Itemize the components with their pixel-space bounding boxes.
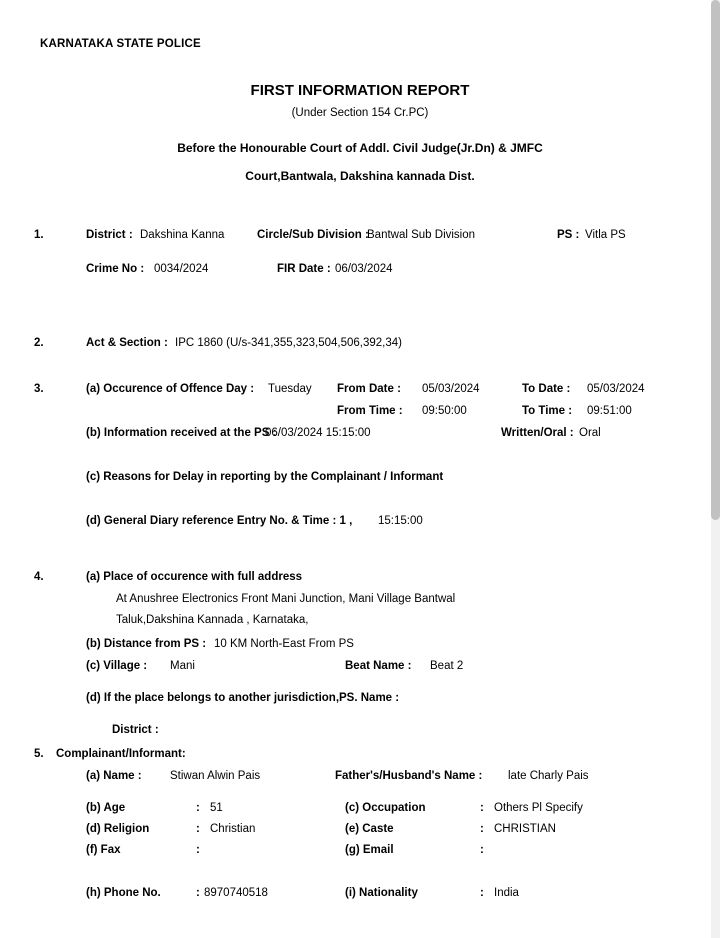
place-of-occurence-line-2: Taluk,Dakshina Kannada , Karnataka, [116, 614, 309, 626]
nationality-label: (i) Nationality [345, 887, 418, 899]
father-husband-name-value: late Charly Pais [508, 770, 589, 782]
spacer-4d [30, 710, 690, 720]
section-2-number: 2. [34, 337, 44, 349]
offence-day-label: (a) Occurence of Offence Day : [86, 383, 255, 395]
document-body [30, 225, 690, 904]
spacer-3b [30, 489, 690, 511]
court-line-2: Court,Bantwala, Dakshina kannada Dist. [245, 169, 475, 183]
age-label: (b) Age [86, 802, 126, 814]
beat-name-value: Beat 2 [430, 660, 464, 672]
occupation-separator: : [480, 802, 484, 814]
to-time-label: To Time : [522, 405, 573, 417]
caste-separator: : [480, 823, 484, 835]
spacer-4b [30, 557, 690, 567]
email-label: (g) Email [345, 844, 394, 856]
caste-label: (e) Caste [345, 823, 394, 835]
ps-label: PS : [557, 229, 580, 241]
phone-label: (h) Phone No. [86, 887, 161, 899]
written-oral-value: Oral [579, 427, 601, 439]
act-section-value: IPC 1860 (U/s-341,355,323,504,506,392,34) [175, 337, 402, 349]
to-date-label: To Date : [522, 383, 571, 395]
complainant-name-value: Stiwan Alwin Pais [170, 770, 261, 782]
section-4 [30, 567, 690, 742]
occupation-value: Others Pl Specify [494, 802, 583, 814]
crime-no-value: 0034/2024 [154, 263, 209, 275]
jurisdiction-district-label: District : [112, 724, 159, 736]
section-3-number: 3. [34, 383, 44, 395]
court-line-1: Before the Honourable Court of Addl. Civil Judge(Jr.Dn) & JMFC [177, 141, 543, 155]
phone-separator: : [196, 887, 200, 899]
nationality-separator: : [480, 887, 484, 899]
section-1 [30, 225, 690, 281]
place-of-occurence-label: (a) Place of occurence with full address [86, 571, 303, 583]
ps-value: Vitla PS [585, 229, 626, 241]
district-label: District : [86, 229, 133, 241]
complainant-title: Complainant/Informant: [56, 748, 186, 760]
from-time-value: 09:50:00 [422, 405, 467, 417]
info-received-label: (b) Information received at the PS : [86, 427, 277, 439]
fax-separator: : [196, 844, 200, 856]
spacer-4c [30, 678, 690, 688]
email-separator: : [480, 844, 484, 856]
section-2 [30, 333, 690, 355]
offence-day-value: Tuesday [268, 383, 312, 395]
to-date-value: 05/03/2024 [587, 383, 645, 395]
religion-label: (d) Religion [86, 823, 150, 835]
section-4-number: 4. [34, 571, 44, 583]
spacer-5b [30, 861, 690, 883]
village-value: Mani [170, 660, 195, 672]
distance-from-ps-value: 10 KM North-East From PS [214, 638, 354, 650]
info-received-value: 06/03/2024 15:15:00 [265, 427, 371, 439]
fir-date-value: 06/03/2024 [335, 263, 393, 275]
section-3 [30, 379, 690, 533]
spacer-3a [30, 445, 690, 467]
father-husband-name-label: Father's/Husband's Name : [335, 770, 483, 782]
to-time-value: 09:51:00 [587, 405, 632, 417]
religion-value: Christian [210, 823, 256, 835]
general-diary-label: (d) General Diary reference Entry No. & Time : 1 , [86, 515, 353, 527]
section-1-number: 1. [34, 229, 44, 241]
religion-separator: : [196, 823, 200, 835]
crime-no-label: Crime No : [86, 263, 145, 275]
age-separator: : [196, 802, 200, 814]
scrollbar-thumb[interactable] [711, 0, 720, 520]
spacer-5a [30, 788, 690, 798]
spacer-4 [30, 535, 690, 557]
section-5-number: 5. [34, 748, 44, 760]
from-time-label: From Time : [337, 405, 403, 417]
section-5 [30, 744, 690, 904]
circle-subdivision-label: Circle/Sub Division : [257, 229, 369, 241]
phone-value: 8970740518 [204, 887, 268, 899]
spacer-1 [30, 283, 690, 323]
spacer-2 [30, 357, 690, 379]
caste-value: CHRISTIAN [494, 823, 556, 835]
delay-reason-label: (c) Reasons for Delay in reporting by the Complainant / Informant [86, 471, 444, 483]
place-of-occurence-line-1: At Anushree Electronics Front Mani Junction, Mani Village Bantwal [116, 593, 456, 605]
document-subtitle: (Under Section 154 Cr.PC) [291, 107, 429, 119]
fir-date-label: FIR Date : [277, 263, 331, 275]
village-label: (c) Village : [86, 660, 148, 672]
general-diary-value: 15:15:00 [378, 515, 423, 527]
other-jurisdiction-label: (d) If the place belongs to another jurisdiction,PS. Name : [86, 692, 400, 704]
act-section-label: Act & Section : [86, 337, 168, 349]
from-date-label: From Date : [337, 383, 401, 395]
occupation-label: (c) Occupation [345, 802, 426, 814]
organization-title: KARNATAKA STATE POLICE [40, 38, 201, 50]
circle-subdivision-value: Bantwal Sub Division [367, 229, 476, 241]
nationality-value: India [494, 887, 519, 899]
vertical-scrollbar[interactable] [711, 0, 720, 938]
written-oral-label: Written/Oral : [501, 427, 574, 439]
distance-from-ps-label: (b) Distance from PS : [86, 638, 207, 650]
from-date-value: 05/03/2024 [422, 383, 480, 395]
document-title: FIRST INFORMATION REPORT [250, 82, 470, 99]
beat-name-label: Beat Name : [345, 660, 412, 672]
complainant-name-label: (a) Name : [86, 770, 142, 782]
spacer-1b [30, 323, 690, 333]
district-value: Dakshina Kanna [140, 229, 225, 241]
age-value: 51 [210, 802, 223, 814]
fax-label: (f) Fax [86, 844, 121, 856]
